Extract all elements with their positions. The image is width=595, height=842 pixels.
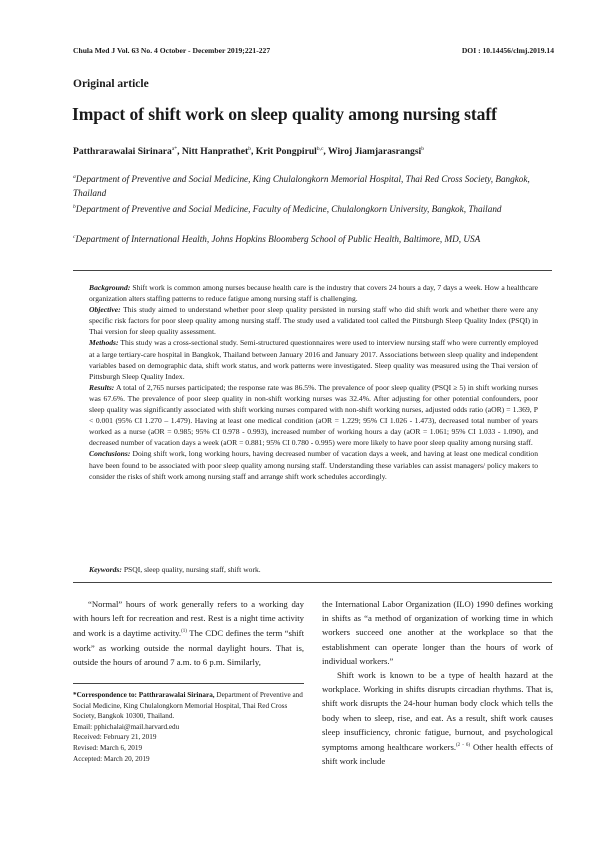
abstract-background: Background: Shift work is common among nurses because health care is the industry that covers 24 hours a day, 7 days a week. How a healthcare organization alters staffing patterns to reduce fatigue among nursing staff is challenging. bbox=[89, 283, 538, 304]
email: Email: pphichalai@mail.harvard.edu bbox=[73, 722, 180, 731]
author-list bbox=[73, 146, 424, 157]
accepted-date: Accepted: March 20, 2019 bbox=[73, 754, 150, 763]
author: Nitt Hanprathet$^b$, bbox=[181, 146, 254, 158]
abstract-results: Results: A total of 2,765 nurses participated; the response rate was 86.5%. The prevalence of poor sleep quality (PSQI ≥ 5) in shift working nurses was 67.6%. The prevalence of poor sleep quality in non-shift working nurses was 32.4%. After adjusting for other potential confounders, poor sleep quality was significantly associated with shift working nurses compared with non-shift working nurses, adjusted odds ratio (aOR) = 1.369, P < 0.001 (95% CI 1.270 – 1.479). Having at least one medical condition (aOR = 1.229; 95% CI 1.026 - 1.473), decreased total number of years worked as a nurse (aOR = 0.985; 95% CI 0.978 - 0.993), increased number of working hours a day (aOR = 1.061; 95% CI 1.033 - 1.090), and decreased number of vacation days a week (aOR = 0.881; 95% CI 0.780 - 0.995) were more likely to have poor sleep quality among nursing staff. bbox=[89, 382, 538, 448]
author: Krit Pongpirul$^{b,c}$, bbox=[255, 146, 326, 158]
abstract-objective: Objective: This study aimed to understand whether poor sleep quality persisted in nursing staff who did shift work and whether there were any specific risk factors for poor sleep quality among nursing staff. The study used a validated tool called the Pittsburgh Sleep Quality Index (PSQI) in Thai version for sleep quality assessment. bbox=[89, 305, 538, 337]
body-paragraph: “Normal” hours of work generally refers to a working day with hours left for recreation and rest. Rest is a night time activity and work is a daytime activity.$^{(1)}$ The CDC defines the term “shift work” as working outside the normal daylight hours. That is, outside the hours of around 7 a.m. to 6 p.m. Similarly, bbox=[73, 599, 304, 667]
body-left-column bbox=[73, 597, 304, 669]
author: Wiroj Jiamjarasrangsi$^b$ bbox=[328, 146, 424, 158]
body-paragraph: Shift work is known to be a type of health hazard at the workplace. Working in shifts disrupts circadian rhythms. That is, shift work disrupts the 24-hour human body clock which tells the body when to sleep, rise, and eat. As a result, shift work causes sleep insufficiency, chronic fatigue, burnout, and psychological symptoms among healthcare workers.$^{(2 - 6)}$ Other health effects of shift work include bbox=[322, 670, 553, 767]
footnote-rule bbox=[73, 683, 304, 684]
article-title: Impact of shift work on sleep quality among nursing staff bbox=[72, 104, 497, 124]
author: Patthrarawalai Sirinara$^{a*}$, bbox=[73, 146, 180, 158]
journal-citation: Chula Med J Vol. 63 No. 4 October - December 2019;221-227 bbox=[73, 46, 271, 55]
abstract-bottom-rule bbox=[73, 582, 552, 583]
abstract-top-rule bbox=[73, 270, 552, 271]
body-paragraph: the International Labor Organization (ILO) 1990 defines working in shifts as “a method of organization of working time in which workers succeed one another at the workplace so that the establishment can operate longer than the hours of work of individual workers.” bbox=[322, 599, 553, 666]
body-right-column bbox=[322, 597, 553, 768]
abstract-methods: Methods: This study was a cross-sectional study. Semi-structured questionnaires were used to interview nursing staff who were currently employed at a large tertiary-care hospital in Bangkok, Thailand between January 2016 and January 2017. Associations between sleep quality and independent variables based on demographic data, shift work status, and work patterns were investigated. Sleep quality was measured using the Thai version of Pittsburgh Sleep Quality Index. bbox=[89, 338, 538, 381]
keywords: Keywords: PSQI, sleep quality, nursing staff, shift work. bbox=[89, 565, 261, 574]
affiliation: $^b$Department of Preventive and Social Medicine, Faculty of Medicine, Chulalongkorn University, Bangkok, Thailand bbox=[73, 204, 502, 215]
received-date: Received: February 21, 2019 bbox=[73, 733, 157, 742]
affiliation: $^c$Department of International Health, Johns Hopkins Bloomberg School of Public Health, Baltimore, MD, USA bbox=[73, 234, 481, 245]
abstract bbox=[89, 282, 538, 482]
doi: DOI : 10.14456/clmj.2019.14 bbox=[461, 46, 554, 55]
article-type: Original article bbox=[73, 78, 149, 90]
correspondence-footnote: *Correspondence to: Patthrarawalai Sirinara, Department of Preventive and Social Medicine, King Chulalongkorn Memorial Hospital, Thai Red Cross Society, Bangkok 10300, Thailand. Email: pphichalai@mail.harvard.edu Received: February 21, 2019 Revised: March 6, 2019 Accepted: March 20, 2019 bbox=[73, 691, 303, 763]
revised-date: Revised: March 6, 2019 bbox=[73, 743, 143, 752]
affiliation: $^a$Department of Preventive and Social Medicine, King Chulalongkorn Memorial Hospital, Thai Red Cross Society, Bangkok, Thailand bbox=[73, 174, 530, 199]
abstract-conclusions: Conclusions: Doing shift work, long working hours, having decreased number of vacation days a week, and having at least one medical condition have been found to be associated with poor sleep quality among nursing staff. Understanding these variables can assist managers/ policy makers to consider the risks of shift work among nursing staff and arrange shift work schedules accordingly. bbox=[89, 449, 538, 481]
